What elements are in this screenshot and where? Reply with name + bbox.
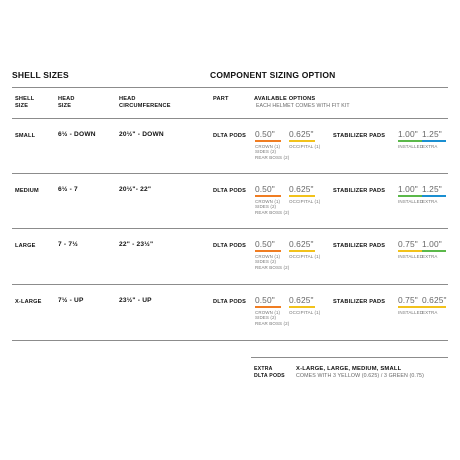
pod-caption-line: OCCIPITAL (1)	[289, 253, 321, 259]
pod-caption-line: REAR BOSS (2)	[255, 264, 290, 270]
stabilizer-color-bar	[422, 250, 446, 252]
part-cell: DLTA PODS	[213, 133, 247, 139]
pod-caption-line: SIDES (2)	[255, 315, 277, 321]
pod-color-bar	[255, 195, 281, 197]
stabilizer-pad-option	[398, 185, 422, 204]
extra-pods-sizes: X-LARGE, LARGE, MEDIUM, SMALL	[296, 366, 402, 372]
pod-caption-line: CROWN (1)	[255, 309, 281, 315]
stabilizer-size-value: 1.00"	[422, 239, 442, 249]
stabilizer-color-bar	[398, 140, 422, 142]
stabilizer-color-bar	[422, 140, 446, 142]
pod-size-value: 0.50"	[255, 184, 275, 194]
pod-size-value: 0.50"	[255, 129, 275, 139]
stabilizer-size-value: 1.25"	[422, 184, 442, 194]
stabilizer-size-value: 1.00"	[398, 129, 418, 139]
pod-size-value: 0.50"	[255, 295, 275, 305]
header-head-size: HEAD SIZE	[58, 96, 75, 109]
shell-size-cell: MEDIUM	[15, 188, 39, 194]
shell-sizes-title: SHELL SIZES	[12, 70, 69, 80]
dlta-pod-option	[289, 295, 321, 315]
stabilizer-color-bar	[422, 306, 446, 308]
pod-size-value: 0.50"	[255, 239, 275, 249]
dlta-pod-option	[289, 129, 321, 149]
stabilizer-caption: EXTRA	[422, 143, 438, 149]
head-circumference-cell: 20½" - DOWN	[119, 131, 164, 138]
head-size-cell: 6½ - 7	[58, 186, 78, 193]
pod-caption	[255, 143, 290, 161]
pod-caption-line: REAR BOSS (2)	[255, 154, 290, 160]
dlta-pod-option	[289, 239, 321, 259]
pod-caption	[255, 198, 290, 216]
pod-color-bar	[289, 250, 315, 252]
pod-caption-line: SIDES (2)	[255, 149, 277, 155]
pod-caption	[255, 253, 290, 271]
header-available-options-sub: EACH HELMET COMES WITH FIT KIT	[256, 103, 350, 109]
stabilizer-pad-option	[398, 240, 422, 259]
pod-color-bar	[255, 306, 281, 308]
dlta-pod-option	[255, 295, 290, 326]
stabilizer-pad-option	[422, 240, 446, 259]
pod-caption-line: OCCIPITAL (1)	[289, 198, 321, 204]
pod-caption	[289, 309, 321, 316]
pod-caption-line: SIDES (2)	[255, 204, 277, 210]
pod-caption-line: CROWN (1)	[255, 253, 281, 259]
stabilizer-color-bar	[398, 250, 422, 252]
shell-size-cell: LARGE	[15, 243, 36, 249]
part-cell: DLTA PODS	[213, 299, 247, 305]
stabilizer-caption: INSTALLED	[398, 143, 424, 149]
pod-color-bar	[289, 195, 315, 197]
stabilizer-size-value: 0.75"	[398, 295, 418, 305]
stabilizer-pad-option	[398, 130, 422, 149]
stabilizer-pad-option	[422, 296, 446, 315]
pod-size-value: 0.625"	[289, 184, 314, 194]
table-row	[0, 130, 460, 190]
stabilizer-size-value: 0.625"	[422, 295, 447, 305]
pod-color-bar	[289, 140, 315, 142]
header-part: PART	[213, 96, 229, 102]
stabilizer-color-bar	[398, 306, 422, 308]
stabilizer-caption: INSTALLED	[398, 198, 424, 204]
stabilizer-caption: EXTRA	[422, 309, 438, 315]
pod-color-bar	[289, 306, 315, 308]
head-size-cell: 7½ - UP	[58, 297, 84, 304]
pod-caption-line: CROWN (1)	[255, 198, 281, 204]
row-divider	[12, 118, 448, 119]
header-head-circumference: HEAD CIRCUMFERENCE	[119, 96, 171, 109]
shell-size-cell: X-LARGE	[15, 299, 42, 305]
part-cell: DLTA PODS	[213, 243, 247, 249]
part-cell: DLTA PODS	[213, 188, 247, 194]
stabilizer-caption: INSTALLED	[398, 253, 424, 259]
pod-caption	[289, 253, 321, 260]
pod-caption-line: OCCIPITAL (1)	[289, 143, 321, 149]
pod-color-bar	[255, 250, 281, 252]
dlta-pod-option	[255, 129, 290, 160]
stabilizer-caption: EXTRA	[422, 253, 438, 259]
pod-caption-line: SIDES (2)	[255, 259, 277, 265]
pod-caption-line: REAR BOSS (2)	[255, 320, 290, 326]
stabilizer-size-value: 0.75"	[398, 239, 418, 249]
header-available-options: AVAILABLE OPTIONS	[254, 96, 316, 102]
head-size-cell: 6½ - DOWN	[58, 131, 96, 138]
dlta-pod-option	[289, 184, 321, 204]
stabilizer-pads-label: STABILIZER PADS	[333, 188, 386, 194]
stabilizer-pads-label: STABILIZER PADS	[333, 243, 386, 249]
pod-size-value: 0.625"	[289, 295, 314, 305]
stabilizer-pad-option	[398, 296, 422, 315]
head-circumference-cell: 20½"- 22"	[119, 186, 152, 193]
extra-pods-label: EXTRA DLTA PODS	[254, 366, 285, 379]
title-divider	[12, 87, 448, 88]
stabilizer-caption: INSTALLED	[398, 309, 424, 315]
stabilizer-color-bar	[398, 195, 422, 197]
pod-caption	[255, 309, 290, 327]
head-size-cell: 7 - 7½	[58, 241, 78, 248]
table-row	[0, 240, 460, 300]
shell-size-cell: SMALL	[15, 133, 36, 139]
stabilizer-pads-label: STABILIZER PADS	[333, 133, 386, 139]
stabilizer-caption: EXTRA	[422, 198, 438, 204]
stabilizer-color-bar	[422, 195, 446, 197]
head-circumference-cell: 22" - 23½"	[119, 241, 154, 248]
footer-divider	[251, 357, 448, 358]
extra-pods-info	[296, 366, 424, 380]
table-row	[0, 185, 460, 245]
stabilizer-pads-label: STABILIZER PADS	[333, 299, 386, 305]
component-sizing-title: COMPONENT SIZING OPTION	[210, 70, 336, 80]
stabilizer-size-value: 1.00"	[398, 184, 418, 194]
pod-caption	[289, 198, 321, 205]
pod-caption-line: REAR BOSS (2)	[255, 209, 290, 215]
pod-caption	[289, 143, 321, 150]
pod-caption-line: OCCIPITAL (1)	[289, 309, 321, 315]
stabilizer-pad-option	[422, 185, 446, 204]
head-circumference-cell: 23½" - UP	[119, 297, 152, 304]
stabilizer-pad-option	[422, 130, 446, 149]
dlta-pod-option	[255, 239, 290, 270]
stabilizer-size-value: 1.25"	[422, 129, 442, 139]
pod-size-value: 0.625"	[289, 239, 314, 249]
table-row	[0, 296, 460, 356]
pod-color-bar	[255, 140, 281, 142]
dlta-pod-option	[255, 184, 290, 215]
pod-size-value: 0.625"	[289, 129, 314, 139]
pod-caption-line: CROWN (1)	[255, 143, 281, 149]
extra-pods-note: COMES WITH 3 YELLOW (0.625) / 3 GREEN (0.75)	[296, 373, 424, 379]
header-shell-size: SHELL SIZE	[15, 96, 35, 109]
